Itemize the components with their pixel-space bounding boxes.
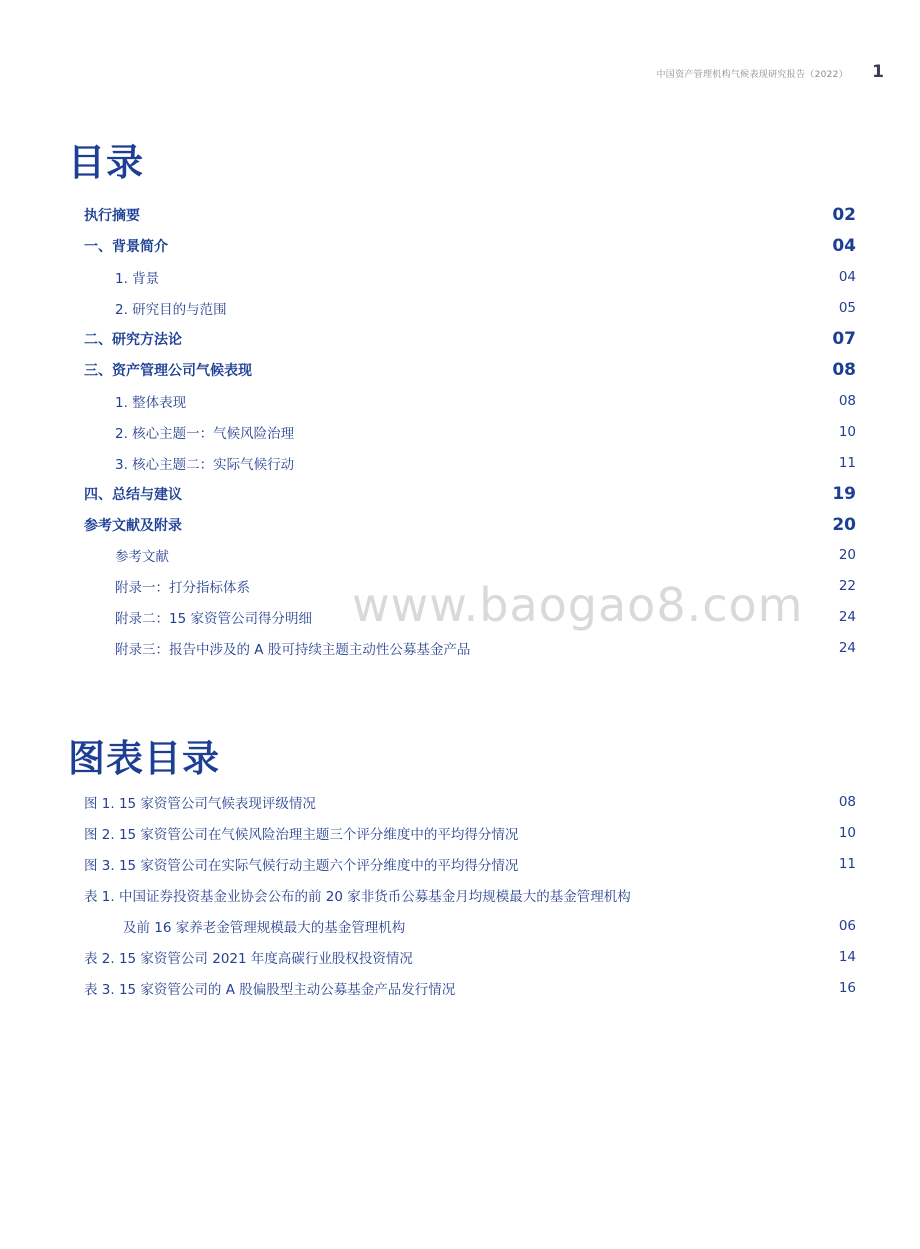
figure-entry-page: 14 [838,949,856,965]
toc-entry-page: 08 [838,393,856,409]
figure-entry[interactable] [84,852,856,876]
toc-entry-page: 05 [838,300,856,316]
toc-entry[interactable] [84,389,856,413]
figure-entry[interactable] [84,821,856,845]
figure-entry-page: 08 [838,794,856,810]
figure-entry-label: 及前 16 家养老金管理规模最大的基金管理机构 [123,920,406,936]
toc-entry[interactable] [84,636,856,660]
toc-title: 目录 [68,141,144,184]
figure-entry-page: 16 [838,980,856,996]
figure-entry-continuation[interactable] [84,914,856,938]
figure-entry-page: 06 [838,918,856,934]
figure-entry-label: 表 1. 中国证券投资基金业协会公布的前 20 家非货币公募基金月均规模最大的基金管理机构 [84,889,631,905]
page-number: 1 [872,62,884,82]
toc-entry-page: 19 [832,484,856,504]
toc-entry-label: 四、总结与建议 [84,487,182,503]
figure-entry-page: 11 [838,856,856,872]
toc-entry[interactable] [84,327,856,351]
toc-entry-page: 20 [832,515,856,535]
toc-entry[interactable] [84,543,856,567]
toc-entry-page: 04 [838,269,856,285]
toc-entry-label: 三、资产管理公司气候表现 [84,363,252,379]
figure-entry-label: 表 2. 15 家资管公司 2021 年度高碳行业股权投资情况 [84,951,413,967]
report-header-title: 中国资产管理机构气候表现研究报告（2022） [656,70,848,80]
toc-entry-label: 附录三：报告中涉及的 A 股可持续主题主动性公募基金产品 [115,642,471,658]
figure-entry[interactable] [84,976,856,1000]
toc-entry[interactable] [84,451,856,475]
figure-entry-label: 图 2. 15 家资管公司在气候风险治理主题三个评分维度中的平均得分情况 [84,827,519,843]
figure-entry-page: 10 [838,825,856,841]
toc-entry-page: 22 [838,578,856,594]
toc-entry[interactable] [84,234,856,258]
toc-entry[interactable] [84,420,856,444]
toc-entry-label: 1. 背景 [115,271,160,287]
toc-entry[interactable] [84,296,856,320]
watermark: www.baogao8.com [352,578,804,632]
toc-entry-label: 执行摘要 [84,208,140,224]
toc-entry-page: 02 [832,205,856,225]
toc-entry-page: 20 [838,547,856,563]
figure-entry-label: 图 3. 15 家资管公司在实际气候行动主题六个评分维度中的平均得分情况 [84,858,519,874]
figure-entry-label: 表 3. 15 家资管公司的 A 股偏股型主动公募基金产品发行情况 [84,982,456,998]
toc-entry-page: 11 [838,455,856,471]
toc-entry-label: 二、研究方法论 [84,332,182,348]
toc-entry[interactable] [84,358,856,382]
toc-entry[interactable] [84,574,856,598]
figure-entry[interactable] [84,790,856,814]
toc-entry-label: 附录一：打分指标体系 [115,580,250,596]
toc-entry-label: 附录二：15 家资管公司得分明细 [115,611,312,627]
figure-entry[interactable] [84,945,856,969]
toc-entry-page: 24 [838,609,856,625]
toc-entry-label: 3. 核心主题二：实际气候行动 [115,457,295,473]
toc-entry-label: 1. 整体表现 [115,395,187,411]
toc-entry-page: 08 [832,360,856,380]
figure-entry-label: 图 1. 15 家资管公司气候表现评级情况 [84,796,316,812]
toc-entry-page: 04 [832,236,856,256]
toc-entry[interactable] [84,265,856,289]
toc-entry-label: 2. 核心主题一：气候风险治理 [115,426,295,442]
toc-entry-page: 10 [838,424,856,440]
toc-entry-page: 07 [832,329,856,349]
toc-entry[interactable] [84,513,856,537]
figures-title: 图表目录 [68,737,220,780]
figure-entry[interactable] [84,883,856,907]
toc-entry[interactable] [84,605,856,629]
toc-entry-label: 参考文献及附录 [84,518,182,534]
toc-entry-label: 参考文献 [115,549,169,565]
toc-entry-label: 2. 研究目的与范围 [115,302,227,318]
toc-entry[interactable] [84,203,856,227]
toc-entry-label: 一、背景简介 [84,239,168,255]
toc-entry-page: 24 [838,640,856,656]
toc-entry[interactable] [84,482,856,506]
